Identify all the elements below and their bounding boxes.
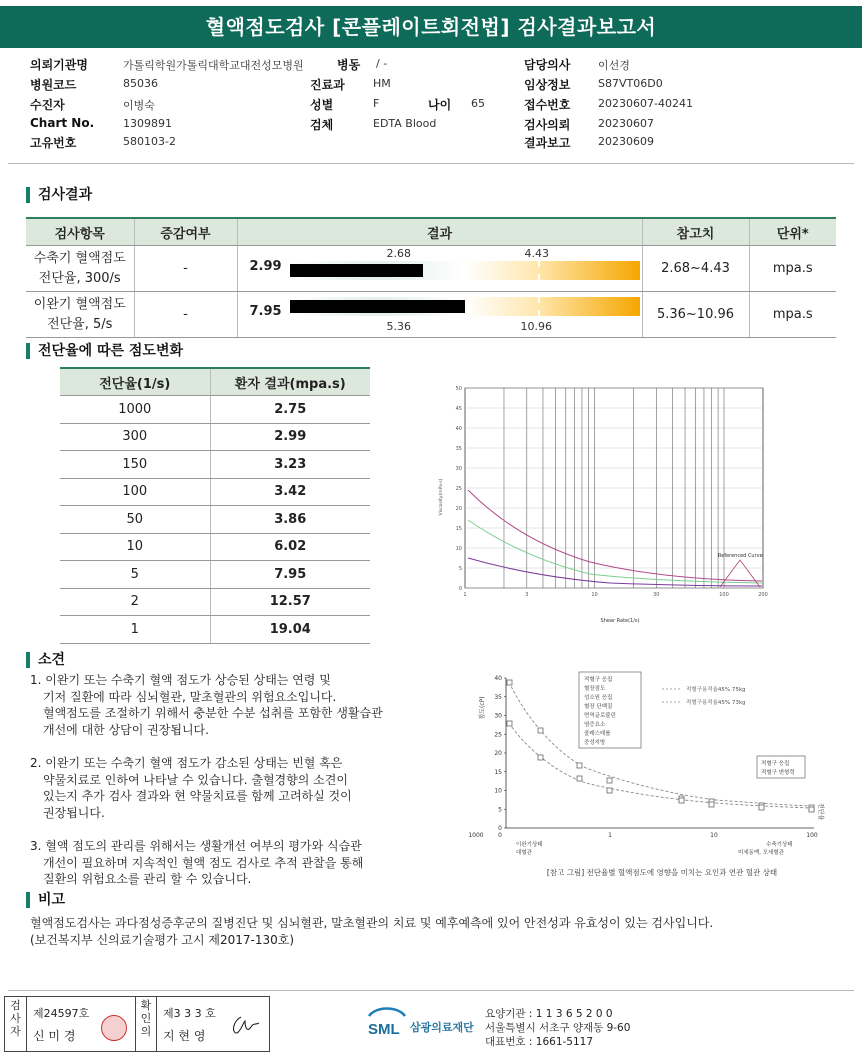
test-name-line2: 전단율, 300/s — [38, 270, 121, 286]
unique-no-label: 고유번호 — [30, 136, 77, 150]
opinion-item-3 — [30, 838, 470, 888]
opinion-item-1 — [30, 672, 470, 738]
x-tick-label: 1000 — [468, 832, 484, 839]
shear-section-title: 전단율에 따른 점도변화 — [26, 343, 183, 359]
y-tick-label: 20 — [494, 750, 502, 757]
ref-low-label: 2.68 — [386, 247, 411, 260]
examiner-seal-icon — [101, 1015, 127, 1041]
chart-no-label: Chart No. — [30, 116, 95, 130]
y-tick-labels — [494, 675, 502, 832]
lab-address: 서울특별시 서초구 양재동 9-60 — [485, 1022, 631, 1034]
opinion-item-2 — [30, 755, 470, 821]
y-tick-label: 30 — [455, 466, 462, 472]
signature-box — [4, 996, 270, 1052]
reference-cell: 5.36~10.96 — [642, 292, 749, 338]
info-divider — [8, 163, 854, 164]
shear-header-row — [60, 368, 370, 396]
hospital-code-label: 병원코드 — [30, 78, 77, 92]
ref-high-label: 10.96 — [520, 320, 552, 333]
shear-rate: 50 — [60, 506, 210, 534]
request-value: 20230607 — [598, 117, 654, 130]
ref-high-marker — [538, 297, 540, 316]
ward-value: / - — [376, 57, 388, 70]
rbc-aggregation-label: 적혈구 응집 — [761, 761, 790, 767]
series-75kg-legend: 적혈구용적율45% 75kg — [686, 687, 746, 693]
table-row — [60, 396, 370, 424]
table-row — [60, 423, 370, 451]
institution-value: 가톨릭학원가톨릭대학교대전성모병원 — [123, 59, 304, 72]
lab-name: 삼광의료재단 — [410, 1021, 474, 1034]
table-row — [60, 478, 370, 506]
x-tick-label: 200 — [758, 592, 768, 598]
clinical-value: S87VT06D0 — [598, 77, 663, 90]
doctor-label: 담당의사 — [524, 58, 571, 72]
confirmer-license: 제3 3 3 호 — [163, 1007, 216, 1020]
patient-label: 수진자 — [30, 98, 65, 112]
confirmer-label: 확인의 — [135, 997, 157, 1051]
remarks-line-1: 혈액점도검사는 과다점성증후군의 질병진단 및 심뇌혈관, 말초혈관의 치료 및 예후예측에 있어 안전성과 유효성이 있는 검사입니다. — [30, 916, 714, 930]
opinion-line: 질환의 위험요소를 관리 할 수 있습니다. — [43, 872, 252, 886]
y-tick-label: 25 — [494, 731, 502, 739]
report-date-value: 20230609 — [598, 135, 654, 148]
table-row — [60, 506, 370, 534]
report-date-label: 결과보고 — [524, 136, 571, 150]
ref-high-marker — [538, 261, 540, 280]
unique-no-value: 580103-2 — [123, 135, 176, 148]
x-tick-label: 100 — [719, 592, 729, 598]
receipt-value: 20230607-40241 — [598, 97, 693, 110]
y-tick-label: 35 — [494, 693, 502, 701]
viscosity-value: 6.02 — [210, 533, 370, 561]
col-header-result: 결과 — [237, 218, 642, 246]
test-name-line2: 전단율, 5/s — [47, 316, 113, 332]
col-header-flag: 증감여부 — [134, 218, 237, 246]
test-name — [26, 246, 134, 292]
age-label: 나이 — [428, 98, 452, 112]
examiner-label: 검사자 — [5, 997, 27, 1051]
results-header-row — [26, 218, 836, 246]
test-name-line1: 수축기 혈액점도 — [33, 250, 126, 266]
x-tick-labels — [468, 832, 818, 839]
factor-legend-item: 섬소원 응집 — [584, 695, 613, 701]
y-tick-label: 0 — [498, 825, 502, 832]
y-tick-label: 15 — [494, 768, 502, 776]
receipt-label: 접수번호 — [524, 98, 571, 112]
table-row — [60, 561, 370, 589]
factor-legend-item: 적혈구 응집 — [584, 677, 613, 683]
viscosity-value: 7.95 — [210, 561, 370, 589]
y-tick-label: 5 — [498, 806, 502, 814]
opinion-line: 개선에 대한 상담이 권장됩니다. — [43, 722, 209, 737]
confirmer-name: 지 현 영 — [163, 1029, 206, 1043]
y-tick-labels — [456, 386, 462, 592]
col-header-patient-result: 환자 결과(mpa.s) — [210, 368, 370, 396]
y-tick-label: 10 — [455, 546, 462, 552]
institution-label: 의뢰기관명 — [30, 58, 88, 72]
y-tick-label: 25 — [455, 486, 462, 492]
shear-rate: 2 — [60, 588, 210, 616]
factor-legend-item: 면역글로불린 — [584, 713, 616, 719]
opinion-line: 2. 이완기 또는 수축기 혈액 점도가 감소된 상태는 빈혈 혹은 — [30, 756, 343, 770]
table-row — [60, 451, 370, 479]
shear-rate: 100 — [60, 478, 210, 506]
viscosity-value: 3.42 — [210, 478, 370, 506]
chart-no-value: 1309891 — [123, 117, 172, 130]
result-value: 7.95 — [249, 304, 282, 319]
x-tick-labels — [463, 592, 767, 598]
dept-value: HM — [373, 77, 391, 90]
results-section-title: 검사결과 — [26, 187, 92, 203]
report-title: 혈액점도검사 [콘플레이트회전법] 검사결과보고서 — [0, 6, 862, 48]
viscosity-value: 2.99 — [210, 423, 370, 451]
x-tick-label: 100 — [806, 832, 818, 839]
y-tick-label: 45 — [455, 406, 462, 412]
chart-axes — [504, 678, 814, 828]
shear-rate: 10 — [60, 533, 210, 561]
shear-rate: 1000 — [60, 396, 210, 424]
shear-rate: 300 — [60, 423, 210, 451]
table-row — [26, 292, 836, 338]
factors-chart — [468, 668, 840, 884]
result-bar — [290, 300, 465, 313]
y-axis-label: Viscosity(mPa·s) — [439, 478, 444, 516]
opinion-line: 3. 혈액 점도의 관리를 위해서는 생활개선 여부의 평가와 식습관 — [30, 839, 362, 853]
factor-legend-item: 중성지방 — [584, 740, 606, 746]
patient-value: 이병숙 — [123, 99, 155, 112]
y-tick-label: 15 — [455, 526, 462, 532]
result-cell — [237, 246, 642, 292]
opinion-line: 있는지 추가 검사 결과와 현 약물치료를 함께 고려하실 것이 — [43, 789, 352, 803]
shear-rate-table — [60, 367, 370, 644]
systolic-caption: 수축기상태 — [766, 842, 793, 848]
viscosity-value: 2.75 — [210, 396, 370, 424]
opinion-line: 혈액점도를 조절하기 위해서 충분한 수분 섭취를 포함한 생활습관 — [43, 706, 383, 720]
dept-label: 진료과 — [310, 78, 345, 92]
ref-high-label: 4.43 — [524, 247, 549, 260]
sml-logo-icon — [366, 1004, 408, 1038]
ward-label: 병동 — [337, 58, 361, 72]
remarks-section-title: 비고 — [26, 892, 65, 908]
x-tick-label: 3 — [525, 592, 529, 598]
factor-legend-item: 혈장 단백질 — [584, 704, 613, 710]
x-tick-label: 0 — [498, 832, 502, 839]
y-tick-label: 35 — [455, 446, 462, 452]
referenced-curve-label: Referenced Curve — [718, 553, 763, 559]
opinion-text — [30, 672, 470, 888]
test-name-line1: 이완기 혈액점도 — [33, 296, 126, 312]
x-tick-label: 10 — [591, 592, 598, 598]
factor-legend-item: 염증요소 — [584, 722, 606, 728]
unit-cell: mpa.s — [749, 246, 836, 292]
opinion-line: 기저 질환에 따라 심뇌혈관, 말초혈관의 위험요소입니다. — [43, 689, 337, 704]
col-header-unit: 단위* — [749, 218, 836, 246]
col-header-shear-rate: 전단율(1/s) — [60, 368, 210, 396]
specimen-label: 검체 — [310, 118, 334, 132]
shear-rate: 1 — [60, 616, 210, 644]
reference-cell: 2.68~4.43 — [642, 246, 749, 292]
hospital-code-value: 85036 — [123, 77, 158, 90]
table-row — [26, 246, 836, 292]
y-tick-label: 5 — [458, 566, 462, 572]
factor-legend-item: 콜레스테롤 — [584, 731, 611, 737]
x-tick-label: 1 — [463, 592, 467, 598]
chart-caption: [참고 그림] 전단율별 혈액점도에 영향을 미치는 요인과 연관 혈관 상태 — [546, 868, 778, 877]
request-label: 검사의뢰 — [524, 118, 571, 132]
x-axis-label: Shear Rate(1/s) — [600, 618, 640, 624]
opinion-line: 약물치료로 인하여 나타날 수 있습니다. 출혈경향의 소견이 — [43, 772, 348, 787]
specimen-value: EDTA Blood — [373, 117, 437, 130]
remarks-line-2: (보건복지부 신의료기술평가 고시 제2017-130호) — [30, 933, 295, 947]
y-tick-label: 50 — [455, 386, 462, 392]
examiner-license: 제24597호 — [33, 1007, 90, 1020]
clinical-label: 임상정보 — [524, 78, 571, 92]
doctor-value: 이선경 — [598, 59, 630, 72]
test-name — [26, 292, 134, 338]
viscosity-value: 3.86 — [210, 506, 370, 534]
age-value: 65 — [471, 97, 485, 110]
micro-vessel-caption: 미세동맥, 모세혈관 — [738, 850, 785, 856]
viscosity-value: 19.04 — [210, 616, 370, 644]
table-row — [60, 533, 370, 561]
table-row — [60, 588, 370, 616]
viscosity-curve-chart — [430, 382, 790, 627]
sex-label: 성별 — [310, 98, 334, 112]
y-tick-label: 40 — [494, 675, 502, 682]
examiner-name: 신 미 경 — [33, 1029, 76, 1043]
series-73kg-legend: 적혈구용적율45% 73kg — [686, 700, 746, 706]
col-header-test: 검사항목 — [26, 218, 134, 246]
institution-code: 요양기관 : 1 1 3 6 5 2 0 0 — [485, 1008, 613, 1020]
opinion-line: 권장됩니다. — [43, 805, 105, 820]
result-bar — [290, 264, 423, 277]
sex-value: F — [373, 97, 380, 110]
large-vessel-caption: 대혈관 — [516, 850, 532, 856]
ref-low-label: 5.36 — [386, 320, 411, 333]
opinion-section-title: 소견 — [26, 652, 65, 668]
y-tick-label: 0 — [458, 586, 462, 592]
series-legend — [662, 685, 746, 706]
viscosity-value: 12.57 — [210, 588, 370, 616]
x-tick-label: 1 — [608, 832, 612, 839]
flag-cell: - — [134, 246, 237, 292]
x-tick-label: 30 — [653, 592, 660, 598]
flag-cell: - — [134, 292, 237, 338]
svg-text:SML: SML — [368, 1021, 400, 1038]
lab-phone: 대표번호 : 1661-5117 — [485, 1036, 594, 1048]
col-header-reference: 참고치 — [642, 218, 749, 246]
shear-rate: 150 — [60, 451, 210, 479]
y-tick-label: 40 — [455, 426, 462, 432]
y-tick-label: 10 — [494, 787, 502, 795]
shear-rate: 5 — [60, 561, 210, 589]
unit-cell: mpa.s — [749, 292, 836, 338]
viscosity-value: 3.23 — [210, 451, 370, 479]
factor-legend-item: 혈장점도 — [584, 686, 606, 692]
series-75kg-line — [509, 682, 811, 806]
rbc-deformability-label: 적혈구 변형력 — [761, 770, 795, 776]
confirmer-signature-icon — [227, 1013, 261, 1039]
opinion-line: 1. 이완기 또는 수축기 혈액 점도가 상승된 상태는 연령 및 — [30, 673, 331, 687]
table-row — [60, 616, 370, 644]
results-table — [26, 217, 836, 338]
result-value: 2.99 — [249, 259, 282, 274]
result-cell — [237, 292, 642, 338]
x-tick-label: 10 — [710, 832, 718, 839]
y-tick-label: 30 — [494, 712, 502, 720]
y-tick-label: 20 — [455, 506, 462, 512]
series-markers — [507, 680, 814, 812]
diastolic-caption: 이완기상태 — [516, 842, 543, 848]
footer-divider — [8, 990, 854, 991]
y-axis-label: 점도(cP) — [479, 696, 486, 720]
opinion-line: 개선이 필요하며 지속적인 혈액 점도 검사로 추적 관찰을 통해 — [43, 855, 364, 870]
right-axis-label: 전단율 — [817, 803, 824, 821]
